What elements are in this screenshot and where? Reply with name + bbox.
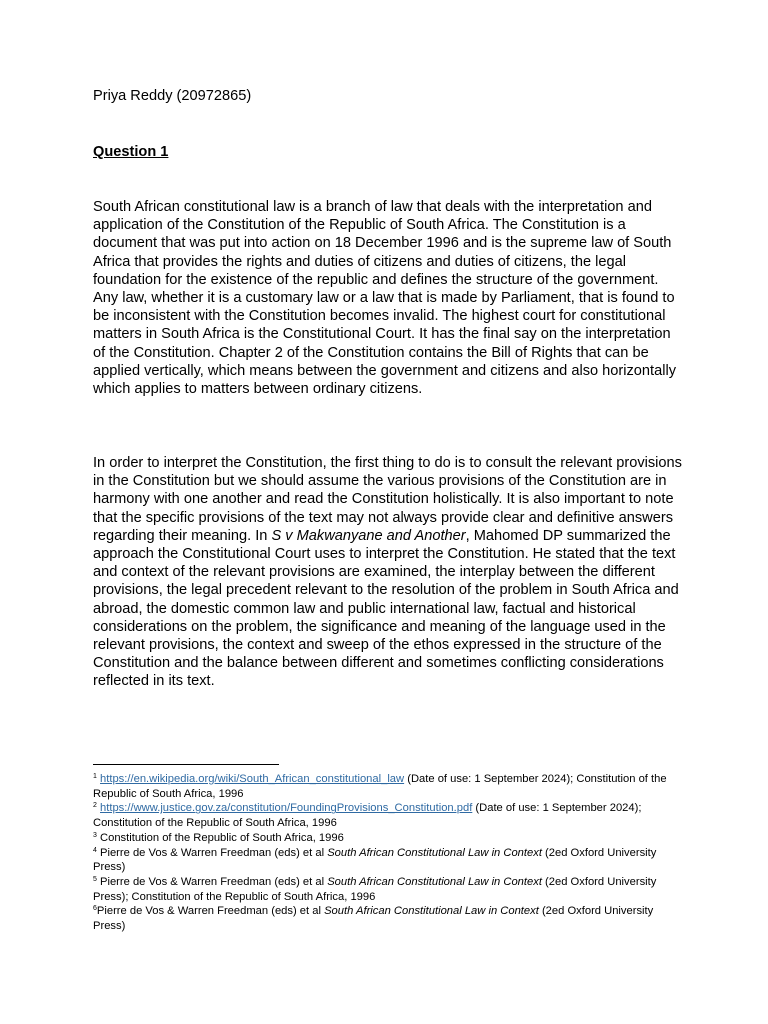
footnote-4: [93, 846, 683, 875]
footnote-text: (2ed Oxford University Press): [93, 905, 654, 933]
book-title: South African Constitutional Law in Context: [327, 846, 542, 859]
footnote-5: [93, 875, 683, 904]
footnote-text: Pierre de Vos & Warren Freedman (eds) et al: [96, 875, 328, 888]
paragraph-2-text-b: , Mahomed DP summarized the approach the Constitutional Court uses to interpret the Constitution. He stated that the text and context of the relevant provisions are examined, the interplay between the different provisions, the legal precedent relevant to the resolution of the problem in South Africa and abroad, the domestic common law and public international law, factual and historical considerations on the problem, the significance and meaning of the language used in the relevant provisions, the context and sweep of the ethos expressed in the structure of the Constitution and the balance between different and sometimes conflicting considerations reflected in its text.: [93, 527, 679, 690]
footnote-text: Pierre de Vos & Warren Freedman (eds) et al: [96, 905, 325, 918]
footnote-separator: [93, 764, 279, 765]
footnotes: [93, 772, 683, 934]
footnote-2: [93, 801, 683, 830]
footnote-text: (2ed Oxford University Press): [93, 846, 657, 874]
paragraph-2: [93, 454, 683, 691]
footnote-number: 2: [93, 802, 97, 810]
footnote-link[interactable]: https://www.justice.gov.za/constitution/FoundingProvisions_Constitution.pdf: [100, 802, 473, 815]
footnote-6: [93, 904, 683, 933]
author-line: Priya Reddy (20972865): [93, 88, 252, 104]
footnote-text: (Date of use: 1 September 2024); Constitution of the Republic of South Africa, 1996: [93, 802, 642, 830]
footnote-number: 1: [93, 773, 97, 780]
footnote-text: Constitution of the Republic of South Africa, 1996: [96, 831, 344, 844]
paragraph-2-text-a: In order to interpret the Constitution, the first thing to do is to consult the relevant provisions in the Constitution but we should assume the various provisions of the Constitution are in harmony with one another and read the Constitution holistically. It is also important to note that the specific provisions of the text may not always provide clear and definitive answers regarding their meaning. In: [93, 455, 682, 544]
footnote-number: 6: [93, 905, 97, 913]
footnote-number: 3: [93, 831, 97, 839]
case-name: S v Makwanyane and Another: [271, 527, 466, 544]
footnote-number: 4: [93, 846, 97, 854]
book-title: South African Constitutional Law in Context: [327, 875, 542, 888]
footnote-link[interactable]: https://en.wikipedia.org/wiki/South_African_constitutional_law: [100, 773, 405, 785]
footnote-3: [93, 831, 683, 846]
footnote-text: (Date of use: 1 September 2024); Constitution of the Republic of South Africa, 1996: [93, 773, 667, 800]
footnote-text: (2ed Oxford University Press); Constitution of the Republic of South Africa, 1996: [93, 875, 657, 903]
footnote-text: Pierre de Vos & Warren Freedman (eds) et al: [96, 846, 328, 859]
footnote-number: 5: [93, 875, 97, 883]
paragraph-1: South African constitutional law is a branch of law that deals with the interpretation and application of the Constitution of the Republic of South Africa. The Constitution is a document that was put into action on 18 December 1996 and is the supreme law of South Africa that provides the rights and duties of citizens and duties of citizens, the legal foundation for the existence of the republic and defines the structure of the government. Any law, whether it is a customary law or a law that is made by Parliament, that is found to be inconsistent with the Constitution becomes invalid. The highest court for constitutional matters in South Africa is the Constitutional Court. It has the final say on the interpretation of the Constitution. Chapter 2 of the Constitution contains the Bill of Rights that can be applied vertically, which means between the government and citizens and also horizontally which applies to matters between ordinary citizens.: [93, 199, 676, 398]
question-heading: Question 1: [93, 144, 169, 160]
book-title: South African Constitutional Law in Context: [324, 905, 539, 918]
footnote-1: [93, 772, 683, 801]
